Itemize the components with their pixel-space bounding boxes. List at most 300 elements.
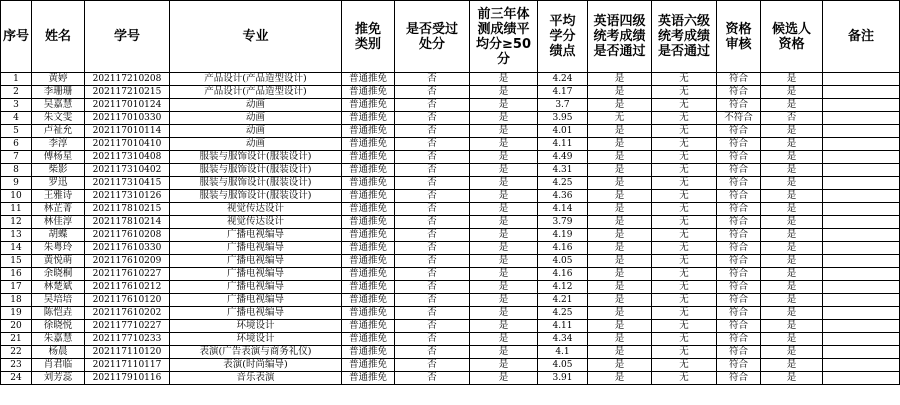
student-id-cell: 202117610212 [85, 281, 170, 294]
cet4-cell: 无 [588, 112, 652, 125]
cet6-cell: 无 [652, 281, 717, 294]
category-cell: 普通推免 [342, 164, 395, 177]
discipline-cell: 否 [395, 268, 470, 281]
cet4-cell: 是 [588, 164, 652, 177]
student-id-cell: 202117810214 [85, 216, 170, 229]
student-id-cell: 202117910116 [85, 372, 170, 385]
table-row [1, 294, 900, 307]
gpa-cell: 4.11 [538, 138, 588, 151]
major-cell: 动画 [170, 112, 342, 125]
review-cell: 符合 [717, 307, 761, 320]
discipline-cell: 否 [395, 138, 470, 151]
review-cell: 符合 [717, 177, 761, 190]
cet4-cell: 是 [588, 86, 652, 99]
review-cell: 符合 [717, 99, 761, 112]
major-cell: 广播电视编导 [170, 229, 342, 242]
fitness-cell: 是 [470, 281, 538, 294]
fitness-cell: 是 [470, 190, 538, 203]
cet4-cell: 是 [588, 125, 652, 138]
category-cell: 普通推免 [342, 255, 395, 268]
major-header [170, 1, 342, 73]
discipline-cell: 否 [395, 125, 470, 138]
table-row [1, 281, 900, 294]
remark-cell [823, 73, 900, 86]
eligibility-cell: 是 [761, 346, 823, 359]
header-line: 资格 [778, 36, 805, 52]
seq-cell: 1 [1, 73, 32, 86]
cet4-cell: 是 [588, 99, 652, 112]
table-row [1, 112, 900, 125]
table-row [1, 372, 900, 385]
name-cell: 林佳淳 [32, 216, 85, 229]
seq-cell: 2 [1, 86, 32, 99]
category-cell: 普通推免 [342, 99, 395, 112]
student-id-header [85, 1, 170, 73]
review-cell: 符合 [717, 125, 761, 138]
name-cell: 罗迅 [32, 177, 85, 190]
discipline-cell: 否 [395, 255, 470, 268]
remark-cell [823, 268, 900, 281]
discipline-cell: 否 [395, 333, 470, 346]
major-cell: 服装与服饰设计(服装设计) [170, 190, 342, 203]
cet4-cell: 是 [588, 255, 652, 268]
major-cell: 广播电视编导 [170, 242, 342, 255]
table-row [1, 190, 900, 203]
student-id-cell: 202117110117 [85, 359, 170, 372]
cet6-cell: 无 [652, 307, 717, 320]
cet4-cell: 是 [588, 307, 652, 320]
discipline-cell: 否 [395, 281, 470, 294]
review-cell: 符合 [717, 281, 761, 294]
discipline-cell: 否 [395, 216, 470, 229]
gpa-cell: 4.25 [538, 177, 588, 190]
name-cell: 徐晓悦 [32, 320, 85, 333]
fitness-cell: 是 [470, 242, 538, 255]
review-cell: 符合 [717, 346, 761, 359]
cet4-cell: 是 [588, 281, 652, 294]
name-cell: 傅杨星 [32, 151, 85, 164]
name-cell: 刘芳蕊 [32, 372, 85, 385]
student-id-cell: 202117210215 [85, 86, 170, 99]
student-id-cell: 202117310402 [85, 164, 170, 177]
header-line: 序号 [2, 29, 29, 44]
table-row [1, 346, 900, 359]
cet6-cell: 无 [652, 333, 717, 346]
table-row [1, 229, 900, 242]
cet4-cell: 是 [588, 294, 652, 307]
remark-cell [823, 255, 900, 268]
gpa-cell: 4.36 [538, 190, 588, 203]
student-id-cell: 202117610120 [85, 294, 170, 307]
seq-cell: 19 [1, 307, 32, 320]
gpa-cell: 4.16 [538, 268, 588, 281]
review-cell: 符合 [717, 138, 761, 151]
eligibility-cell: 是 [761, 372, 823, 385]
name-cell: 陈恺垚 [32, 307, 85, 320]
gpa-header [538, 1, 588, 73]
eligibility-cell: 是 [761, 125, 823, 138]
table-row [1, 268, 900, 281]
discipline-cell: 否 [395, 164, 470, 177]
cet4-cell: 是 [588, 151, 652, 164]
seq-cell: 7 [1, 151, 32, 164]
header-line: 备注 [847, 29, 874, 44]
major-cell: 环境设计 [170, 320, 342, 333]
fitness-cell: 是 [470, 86, 538, 99]
name-cell: 林楚斌 [32, 281, 85, 294]
header-line: 均分≥50 [476, 36, 531, 52]
review-cell: 符合 [717, 242, 761, 255]
review-cell: 符合 [717, 359, 761, 372]
fitness-cell: 是 [470, 177, 538, 190]
header-line: 候选人 [771, 21, 811, 37]
review-cell: 符合 [717, 255, 761, 268]
cet6-cell: 无 [652, 190, 717, 203]
category-cell: 普通推免 [342, 151, 395, 164]
cet6-cell: 无 [652, 86, 717, 99]
cet4-cell: 是 [588, 346, 652, 359]
major-cell: 广播电视编导 [170, 255, 342, 268]
category-cell: 普通推免 [342, 203, 395, 216]
remark-cell [823, 346, 900, 359]
header-line: 学号 [113, 29, 140, 44]
seq-cell: 21 [1, 333, 32, 346]
gpa-cell: 4.31 [538, 164, 588, 177]
cet6-cell: 无 [652, 372, 717, 385]
seq-cell: 16 [1, 268, 32, 281]
table-body [1, 73, 900, 385]
fitness-cell: 是 [470, 229, 538, 242]
seq-cell: 22 [1, 346, 32, 359]
student-id-cell: 202117210208 [85, 73, 170, 86]
student-id-cell: 202117710233 [85, 333, 170, 346]
fitness-cell: 是 [470, 320, 538, 333]
fitness-cell: 是 [470, 138, 538, 151]
name-cell: 朱文雯 [32, 112, 85, 125]
table-row [1, 320, 900, 333]
discipline-cell: 否 [395, 294, 470, 307]
major-cell: 广播电视编导 [170, 281, 342, 294]
fitness-cell: 是 [470, 294, 538, 307]
discipline-cell: 否 [395, 99, 470, 112]
fitness-cell: 是 [470, 268, 538, 281]
student-id-cell: 202117610330 [85, 242, 170, 255]
category-cell: 普通推免 [342, 320, 395, 333]
cet6-cell: 无 [652, 346, 717, 359]
review-cell: 符合 [717, 151, 761, 164]
category-cell: 普通推免 [342, 112, 395, 125]
table-row [1, 73, 900, 86]
seq-cell: 8 [1, 164, 32, 177]
discipline-cell: 否 [395, 372, 470, 385]
discipline-cell: 否 [395, 112, 470, 125]
eligibility-cell: 是 [761, 138, 823, 151]
header-line: 统考成绩 [593, 29, 646, 44]
student-id-cell: 202117610209 [85, 255, 170, 268]
cet6-cell: 无 [652, 255, 717, 268]
eligibility-cell: 是 [761, 333, 823, 346]
fitness-cell: 是 [470, 125, 538, 138]
major-cell: 表演(广告表演与商务礼仪) [170, 346, 342, 359]
eligibility-cell: 是 [761, 151, 823, 164]
discipline-cell: 否 [395, 73, 470, 86]
student-id-cell: 202117610202 [85, 307, 170, 320]
cet4-cell: 是 [588, 190, 652, 203]
header-line: 前三年体 [477, 6, 530, 22]
gpa-cell: 4.01 [538, 125, 588, 138]
seq-cell: 3 [1, 99, 32, 112]
category-cell: 普通推免 [342, 177, 395, 190]
review-cell: 符合 [717, 190, 761, 203]
seq-cell: 17 [1, 281, 32, 294]
name-cell: 杨晨 [32, 346, 85, 359]
cet4-cell: 是 [588, 73, 652, 86]
table-row [1, 151, 900, 164]
remark-cell [823, 190, 900, 203]
cet4-cell: 是 [588, 229, 652, 242]
major-cell: 服装与服饰设计(服装设计) [170, 164, 342, 177]
review-cell: 符合 [717, 164, 761, 177]
eligibility-cell: 是 [761, 229, 823, 242]
seq-cell: 10 [1, 190, 32, 203]
eligibility-cell: 是 [761, 216, 823, 229]
gpa-cell: 4.1 [538, 346, 588, 359]
table-row [1, 307, 900, 320]
cet4-cell: 是 [588, 268, 652, 281]
header-line: 类别 [354, 36, 381, 52]
seq-cell: 5 [1, 125, 32, 138]
cet6-cell: 无 [652, 125, 717, 138]
table-row [1, 86, 900, 99]
table-row [1, 125, 900, 138]
remark-cell [823, 320, 900, 333]
gpa-cell: 4.25 [538, 307, 588, 320]
student-id-cell: 202117610227 [85, 268, 170, 281]
name-cell: 肖君临 [32, 359, 85, 372]
header-line: 是否受过 [405, 21, 458, 37]
cet4-header [588, 1, 652, 73]
major-cell: 广播电视编导 [170, 268, 342, 281]
category-cell: 普通推免 [342, 190, 395, 203]
remark-cell [823, 112, 900, 125]
student-id-cell: 202117710227 [85, 320, 170, 333]
gpa-cell: 3.7 [538, 99, 588, 112]
fitness-cell: 是 [470, 203, 538, 216]
remark-cell [823, 99, 900, 112]
gpa-cell: 4.34 [538, 333, 588, 346]
table-row [1, 138, 900, 151]
header-line: 平均 [549, 14, 576, 29]
name-cell: 李珊珊 [32, 86, 85, 99]
seq-cell: 20 [1, 320, 32, 333]
discipline-cell: 否 [395, 86, 470, 99]
fitness-cell: 是 [470, 164, 538, 177]
eligibility-cell: 是 [761, 281, 823, 294]
remark-cell [823, 359, 900, 372]
table-row [1, 242, 900, 255]
header-line: 姓名 [44, 29, 71, 44]
name-cell: 卢祉允 [32, 125, 85, 138]
name-cell: 林芷菁 [32, 203, 85, 216]
gpa-cell: 4.21 [538, 294, 588, 307]
remark-cell [823, 125, 900, 138]
gpa-cell: 3.79 [538, 216, 588, 229]
category-cell: 普通推免 [342, 268, 395, 281]
student-id-cell: 202117010410 [85, 138, 170, 151]
major-cell: 视觉传达设计 [170, 216, 342, 229]
name-cell: 吴培培 [32, 294, 85, 307]
discipline-cell: 否 [395, 320, 470, 333]
table-row [1, 255, 900, 268]
header-line: 处分 [418, 36, 445, 52]
major-cell: 广播电视编导 [170, 294, 342, 307]
gpa-cell: 4.24 [538, 73, 588, 86]
cet6-cell: 无 [652, 99, 717, 112]
header-line: 是否通过 [593, 44, 646, 59]
major-cell: 产品设计(产品造型设计) [170, 86, 342, 99]
fitness-header [470, 1, 538, 73]
eligibility-cell: 是 [761, 359, 823, 372]
seq-cell: 9 [1, 177, 32, 190]
major-cell: 表演(时尚编导) [170, 359, 342, 372]
eligibility-cell: 是 [761, 307, 823, 320]
discipline-header [395, 1, 470, 73]
remark-cell [823, 151, 900, 164]
header-line: 资格 [725, 21, 752, 37]
review-cell: 符合 [717, 216, 761, 229]
remark-cell [823, 242, 900, 255]
category-cell: 普通推免 [342, 138, 395, 151]
fitness-cell: 是 [470, 151, 538, 164]
student-id-cell: 202117010330 [85, 112, 170, 125]
student-id-cell: 202117810215 [85, 203, 170, 216]
category-cell: 普通推免 [342, 359, 395, 372]
student-id-cell: 202117610208 [85, 229, 170, 242]
category-cell: 普通推免 [342, 229, 395, 242]
category-cell: 普通推免 [342, 294, 395, 307]
major-cell: 服装与服饰设计(服装设计) [170, 151, 342, 164]
header-line: 是否通过 [657, 44, 710, 59]
eligibility-cell: 是 [761, 294, 823, 307]
name-cell: 王雅诗 [32, 190, 85, 203]
category-cell: 普通推免 [342, 242, 395, 255]
student-id-cell: 202117010114 [85, 125, 170, 138]
name-header [32, 1, 85, 73]
cet6-cell: 无 [652, 229, 717, 242]
cet4-cell: 是 [588, 333, 652, 346]
seq-cell: 15 [1, 255, 32, 268]
major-cell: 动画 [170, 125, 342, 138]
table-row [1, 333, 900, 346]
discipline-cell: 否 [395, 190, 470, 203]
remark-cell [823, 138, 900, 151]
cet6-cell: 无 [652, 164, 717, 177]
fitness-cell: 是 [470, 346, 538, 359]
cet4-cell: 是 [588, 242, 652, 255]
major-cell: 产品设计(产品造型设计) [170, 73, 342, 86]
category-cell: 普通推免 [342, 73, 395, 86]
review-cell: 符合 [717, 268, 761, 281]
remark-cell [823, 229, 900, 242]
cet6-cell: 无 [652, 294, 717, 307]
fitness-cell: 是 [470, 307, 538, 320]
category-cell: 普通推免 [342, 346, 395, 359]
gpa-cell: 3.95 [538, 112, 588, 125]
table-row [1, 216, 900, 229]
major-cell: 视觉传达设计 [170, 203, 342, 216]
seq-cell: 12 [1, 216, 32, 229]
eligibility-cell: 是 [761, 268, 823, 281]
table-row [1, 99, 900, 112]
fitness-cell: 是 [470, 359, 538, 372]
category-cell: 普通推免 [342, 372, 395, 385]
cet6-cell: 无 [652, 138, 717, 151]
table-row [1, 164, 900, 177]
major-cell: 音乐表演 [170, 372, 342, 385]
gpa-cell: 4.49 [538, 151, 588, 164]
review-header [717, 1, 761, 73]
cet4-cell: 是 [588, 359, 652, 372]
seq-cell: 24 [1, 372, 32, 385]
cet6-cell: 无 [652, 242, 717, 255]
name-cell: 黄悦萌 [32, 255, 85, 268]
header-line: 学分 [549, 29, 576, 44]
review-cell: 符合 [717, 203, 761, 216]
eligibility-cell: 否 [761, 112, 823, 125]
remark-cell [823, 177, 900, 190]
header-line: 英语四级 [593, 14, 646, 29]
cet4-cell: 是 [588, 138, 652, 151]
review-cell: 符合 [717, 73, 761, 86]
remark-cell [823, 294, 900, 307]
remark-cell [823, 307, 900, 320]
header-line: 统考成绩 [657, 29, 710, 44]
gpa-cell: 4.19 [538, 229, 588, 242]
table-row [1, 203, 900, 216]
fitness-cell: 是 [470, 73, 538, 86]
name-cell: 黄婷 [32, 73, 85, 86]
gpa-cell: 4.05 [538, 359, 588, 372]
eligibility-cell: 是 [761, 255, 823, 268]
eligibility-cell: 是 [761, 164, 823, 177]
name-cell: 李淳 [32, 138, 85, 151]
cet6-cell: 无 [652, 112, 717, 125]
seq-header [1, 1, 32, 73]
cet6-header [652, 1, 717, 73]
remark-cell [823, 333, 900, 346]
cet6-cell: 无 [652, 73, 717, 86]
eligibility-cell: 是 [761, 242, 823, 255]
cet4-cell: 是 [588, 203, 652, 216]
gpa-cell: 4.11 [538, 320, 588, 333]
student-id-cell: 202117310126 [85, 190, 170, 203]
table-row [1, 177, 900, 190]
category-cell: 普通推免 [342, 216, 395, 229]
discipline-cell: 否 [395, 242, 470, 255]
name-cell: 胡蝶 [32, 229, 85, 242]
category-header [342, 1, 395, 73]
gpa-cell: 3.91 [538, 372, 588, 385]
header-line: 审核 [725, 36, 752, 52]
review-cell: 符合 [717, 333, 761, 346]
eligibility-cell: 是 [761, 190, 823, 203]
remark-cell [823, 203, 900, 216]
major-cell: 动画 [170, 99, 342, 112]
discipline-cell: 否 [395, 359, 470, 372]
header-row [1, 1, 900, 73]
remark-cell [823, 216, 900, 229]
fitness-cell: 是 [470, 216, 538, 229]
